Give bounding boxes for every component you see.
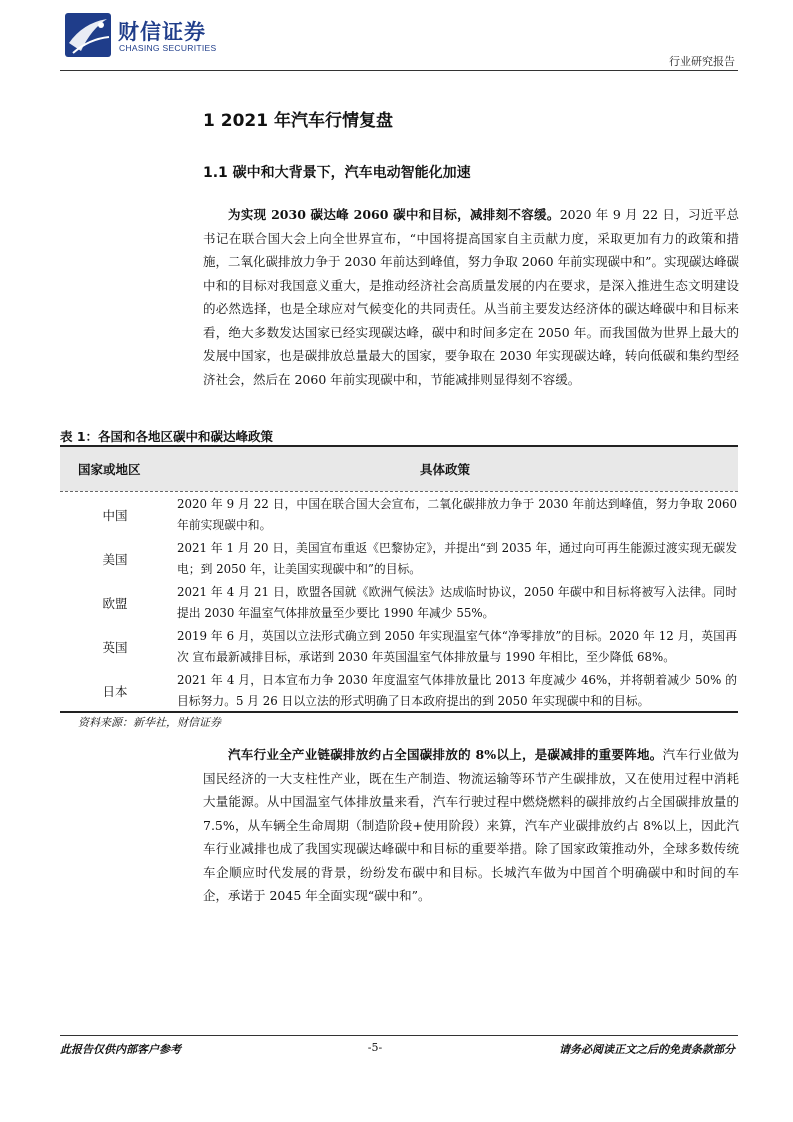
table-cell-region: 美国 — [102, 552, 128, 567]
footer-notice: 请务必阅读正文之后的免责条款部分 — [559, 1043, 735, 1056]
footer-divider — [60, 1035, 738, 1036]
table-row — [60, 494, 738, 538]
table-row — [60, 670, 738, 714]
brand-name-en: CHASING SECURITIES — [119, 43, 217, 53]
table-cell-policy: 2021 年 1 月 20 日，美国宣布重返《巴黎协定》，并提出“到 2035 年，通过向可再生能源过渡实现无碳发电；到 2050 年，让美国实现碳中和”的目标。 — [177, 541, 737, 576]
table-cell-region: 中国 — [102, 508, 128, 523]
table-cell-policy: 2021 年 4 月 21 日，欧盟各国就《欧洲气候法》达成临时协议，2050 年碳中和目标将被写入法律。同时提出 2030 年温室气体排放量至少要比 1990 年减少 55%。 — [177, 585, 737, 620]
table-row — [60, 538, 738, 582]
table-header — [60, 447, 738, 491]
table-cell-region: 欧盟 — [102, 596, 128, 611]
footer-disclaimer: 此报告仅供内部客户参考 — [60, 1043, 181, 1056]
paragraph-body: 2020 年 9 月 22 日，习近平总书记在联合国大会上向全世界宣布，“中国将提高国家自主贡献力度，采取更加有力的政策和措施，二氧化碳排放力争于 2030 年前达到峰值，努力争取 2060 年前实现碳中和”。实现碳达峰碳中和的目标对我国意义重大，是推动经济社会高质量发展的内在要求，是深入推进生态文明建设的必然选择，也是全球应对气候变化的共同责任。从当前主要发达经济体的碳达峰碳中和目标来看，绝大多数发达国家已经实现碳达峰，碳中和时间多定在 2050 年。而我国做为世界上最大的发展中国家，也是碳排放总量最大的国家，要争取在 2030 年实现碳达峰，转向低碳和集约型经济社会，然后在 2060 年前实现碳中和，节能减排则显得刻不容缓。 — [203, 207, 739, 387]
company-logo — [65, 13, 225, 57]
paragraph-lead: 汽车行业全产业链碳排放约占全国碳排放的 8%以上，是碳减排的重要阵地。 — [228, 747, 663, 762]
report-type: 行业研究报告 — [669, 55, 735, 68]
table-bottom-rule — [60, 711, 738, 713]
table-source: 资料来源：新华社，财信证券 — [78, 716, 221, 729]
table-cell-region: 日本 — [102, 684, 128, 699]
page-number: -5- — [367, 1041, 383, 1054]
table-cell-policy: 2019 年 6 月，英国以立法形式确立到 2050 年实现温室气体“净零排放”的目标。2020 年 12 月，英国再次 宣布最新减排目标，承诺到 2030 年英国温室气体排放量与 1990 年相比，至少降低 68%。 — [177, 629, 737, 664]
logo-emblem-icon — [65, 13, 111, 57]
paragraph-body: 汽车行业做为国民经济的一大支柱性产业，既在生产制造、物流运输等环节产生碳排放，又在使用过程中消耗大量能源。从中国温室气体排放量来看，汽车行驶过程中燃烧燃料的碳排放约占全国碳排放量的 7.5%，从车辆全生命周期（制造阶段+使用阶段）来算，汽车产业碳排放约占 8%以上，因此汽车行业减排也成了我国实现碳达峰碳中和目标的重要举措。除了国家政策推动外，全球多数传统车企顺应时代发展的背景，纷纷发布碳中和目标。长城汽车做为中国首个明确碳中和时间的车企，承诺于 2045 年全面实现“碳中和”。 — [203, 747, 739, 903]
table-cell-policy: 2021 年 4 月，日本宣布力争 2030 年度温室气体排放量比 2013 年度减少 46%，并将朝着减少 50% 的目标努力。5 月 26 日以立法的形式明确了日本政府提出的到 2050 年实现碳中和的目标。 — [177, 673, 737, 708]
table-row — [60, 582, 738, 626]
table-cell-region: 英国 — [102, 640, 128, 655]
table-cell-policy: 2020 年 9 月 22 日，中国在联合国大会宣布，二氧化碳排放力争于 2030 年前达到峰值，努力争取 2060 年前实现碳中和。 — [177, 497, 737, 532]
table-row — [60, 626, 738, 670]
column-header-policy: 具体政策 — [420, 462, 471, 477]
brand-name-cn: 财信证券 — [118, 20, 206, 44]
table-header-rule — [60, 491, 738, 492]
subsection-heading: 1.1 碳中和大背景下，汽车电动智能化加速 — [203, 165, 471, 181]
section-heading: 1 2021 年汽车行情复盘 — [203, 111, 393, 131]
column-header-region: 国家或地区 — [78, 462, 141, 477]
paragraph-lead: 为实现 2030 碳达峰 2060 碳中和目标，减排刻不容缓。 — [228, 207, 560, 222]
header-divider — [60, 70, 738, 71]
paragraph-auto-emissions — [203, 743, 739, 908]
table-body — [60, 494, 738, 714]
table-caption: 表 1：各国和各地区碳中和碳达峰政策 — [60, 429, 274, 444]
paragraph-carbon-goals — [203, 203, 739, 391]
